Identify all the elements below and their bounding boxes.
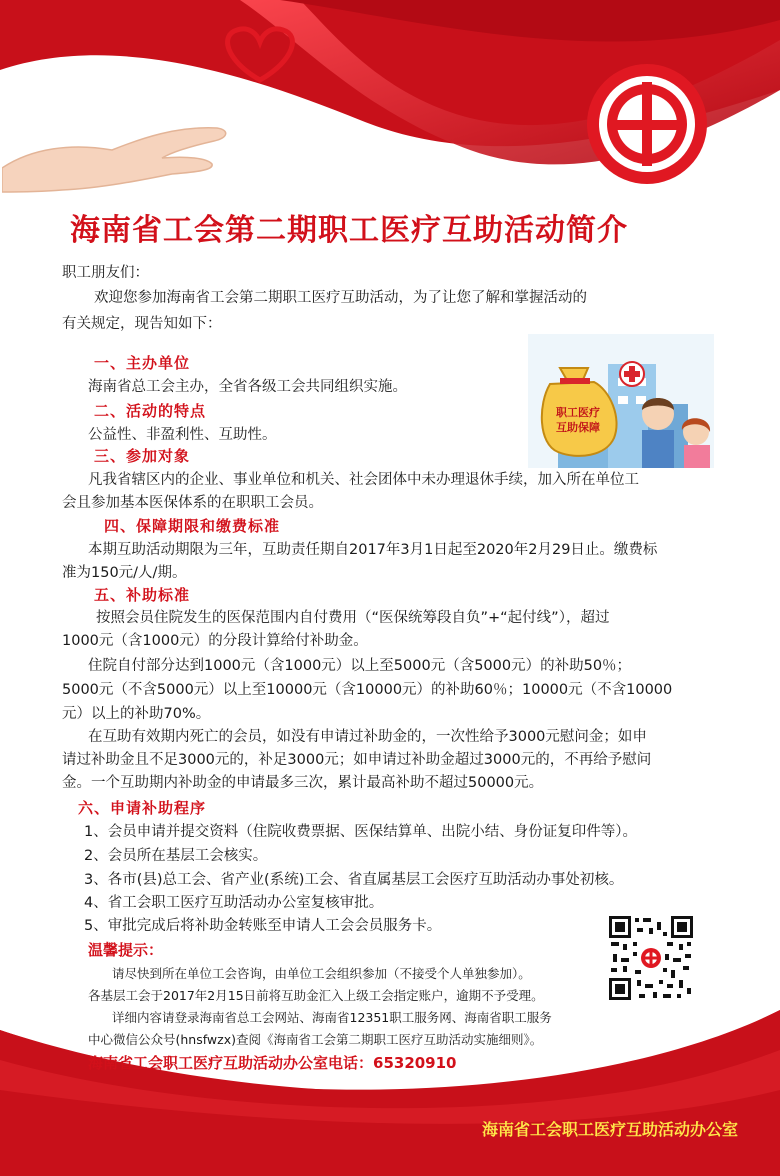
section-text: 4、省工会职工医疗互助活动办公室复核审批。 [84, 895, 384, 911]
section-text: 2、会员所在基层工会核实。 [84, 848, 268, 864]
svg-text:互助保障: 互助保障 [556, 421, 600, 434]
section-heading: 二、活动的特点 [94, 402, 207, 420]
section-text: 公益性、非盈利性、互助性。 [88, 427, 277, 443]
section-text: 在互助有效期内死亡的会员，如没有申请过补助金的，一次性给予3000元慰问金；如申 [88, 729, 647, 745]
hotline: 海南省工会职工医疗互助活动办公室电话：65320910 [88, 1054, 457, 1072]
section-text: 1、会员申请并提交资料（住院收费票据、医保结算单、出院小结、身份证复印件等）。 [84, 824, 637, 840]
illustration [528, 334, 714, 468]
section-text: 3、各市(县)总工会、省产业(系统)工会、省直属基层工会医疗互助活动办事处初核。 [84, 872, 624, 888]
section-text: 准为150元/人/期。 [62, 565, 187, 581]
section-text: 凡我省辖区内的企业、事业单位和机关、社会团体中未办理退休手续，加入所在单位工 [88, 472, 639, 488]
section-heading: 一、主办单位 [94, 354, 191, 372]
tips-line: 详细内容请登录海南省总工会网站、海南省12351职工服务网、海南省职工服务 [112, 1010, 552, 1025]
tips-line: 请尽快到所在单位工会咨询，由单位工会组织参加（不接受个人单独参加）。 [112, 966, 531, 981]
tips-heading: 温馨提示： [88, 941, 164, 959]
section-text: 会且参加基本医保体系的在职职工会员。 [62, 495, 323, 511]
section-heading: 六、申请补助程序 [78, 799, 207, 817]
ribbon-heart-icon [215, 20, 305, 90]
section-text: 请过补助金且不足3000元的，补足3000元；如申请过补助金超过3000元的，不再给予慰问 [62, 752, 652, 768]
qr-code-icon[interactable] [607, 914, 695, 1002]
section-heading: 五、补助标准 [94, 586, 191, 604]
tips-line: 各基层工会于2017年2月15日前将互助金汇入上级工会指定账户，逾期不予受理。 [88, 988, 544, 1003]
footer-org: 海南省工会职工医疗互助活动办公室 [481, 1120, 738, 1139]
page-title: 海南省工会第二期职工医疗互助活动简介 [70, 213, 628, 248]
section-text: 元）以上的补助70%。 [62, 706, 211, 722]
section-text: 金。一个互助期内补助金的申请最多三次，累计最高补助不超过50000元。 [62, 775, 544, 791]
section-text: 1000元（含1000元）的分段计算给付补助金。 [62, 633, 368, 649]
section-text: 住院自付部分达到1000元（含1000元）以上至5000元（含5000元）的补助50％； [88, 658, 632, 674]
section-heading: 四、保障期限和缴费标准 [104, 517, 281, 535]
greeting: 职工朋友们： [62, 265, 149, 281]
section-text: 5000元（不含5000元）以上至10000元（含10000元）的补助60％；10000元（不含10000 [62, 682, 673, 698]
union-logo-icon [585, 62, 709, 186]
intro-line: 有关规定，现告知如下： [62, 316, 222, 332]
hand-icon [2, 108, 232, 198]
tips-line: 中心微信公众号(hnsfwzx)查阅《海南省工会第二期职工医疗互助活动实施细则》。 [88, 1032, 543, 1047]
section-text: 5、审批完成后将补助金转账至申请人工会会员服务卡。 [84, 918, 442, 934]
section-text: 按照会员住院发生的医保范围内自付费用（“医保统筹段自负”+“起付线”），超过 [96, 610, 610, 626]
section-text: 本期互助活动期限为三年，互助责任期自2017年3月1日起至2020年2月29日止。缴费标 [88, 542, 658, 558]
intro-line: 欢迎您参加海南省工会第二期职工医疗互助活动，为了让您了解和掌握活动的 [94, 290, 587, 306]
section-heading: 三、参加对象 [94, 447, 191, 465]
svg-text:职工医疗: 职工医疗 [556, 406, 600, 419]
section-text: 海南省总工会主办，全省各级工会共同组织实施。 [88, 379, 407, 395]
